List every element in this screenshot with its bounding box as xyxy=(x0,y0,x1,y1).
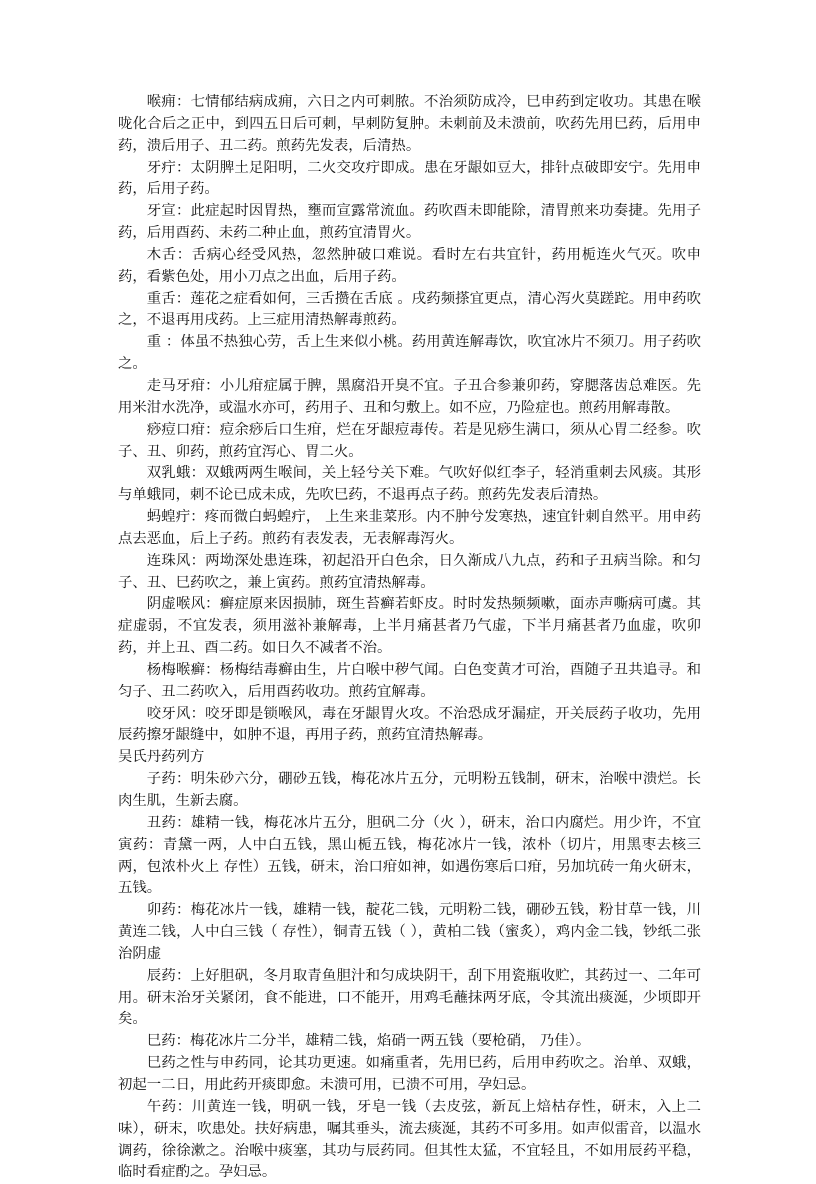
paragraph: 午药：川黄连一钱，明矾一钱，牙皂一钱（去皮弦，新瓦上焙枯存性，研末，入上二味），研末，吹患处。扶好病患，嘱其垂头，流去痰涎，其药不可多用。如声似雷音，以温水调药，徐徐漱之。治喉中痰塞，其功与辰药同。但其性太猛，不宜轻且，不如用辰药平稳，临时看症酌之。孕妇忌。 xyxy=(118,1098,701,1181)
paragraph: 子药：明朱砂六分，硼砂五钱，梅花冰片五分，元明粉五钱制，研末，治喉中溃烂。长肉生肌，生新去腐。 xyxy=(118,771,701,809)
paragraph: 木舌：舌病心经受风热，忽然肿破口难说。看时左右共宜针，药用栀连火气灭。吹申药，看紫色处，用小刀点之出血，后用子药。 xyxy=(118,246,701,285)
paragraph: 双乳蛾：双蛾两两生喉间，关上轻兮关下难。气吹好似红李子，轻消重刺去风痰。其形与单蛾同，刺不论已成未成，先吹巳药，不退再点子药。煎药先发表后清热。 xyxy=(118,465,701,504)
paragraph: 牙宣：此症起时因胃热，壅而宣露常流血。药吹酉未即能除，清胃煎来功奏捷。先用子药，后用酉药、未药二种止血，煎药宜清胃火。 xyxy=(118,203,701,242)
section-heading: 吴氏丹药列方 xyxy=(118,749,205,766)
paragraph: 重 ：体虽不热独心劳，舌上生来似小桃。药用黄连解毒饮，吹宜冰片不须刀。用子药吹之。 xyxy=(118,334,701,373)
paragraph: 杨梅喉癣：杨梅结毒癣由生，片白喉中秽气闻。白色变黄才可治，酉随子丑共追寻。和匀子、丑二药吹入，后用酉药收功。煎药宜解毒。 xyxy=(118,661,701,700)
paragraph: 蚂蝗疔：疼而微白蚂蝗疔， 上生来韭菜形。内不肿兮发寒热，速宜针刺自然平。用申药点去恶血，后上子药。煎药有表发表，无表解毒泻火。 xyxy=(118,509,701,547)
paragraph: 阴虚喉风：癣症原来因损肺，斑生苔癣若虾皮。时时发热频频嗽，面赤声嘶病可虞。其症虚弱，不宜发表，须用滋补兼解毒，上半月痛甚者乃气虚，下半月痛甚者乃血虚，吹卯药，并上丑、酉二药。如日久不减者不治。 xyxy=(118,596,701,657)
paragraph: 重舌：莲花之症看如何，三舌攒在舌底 。戌药频搽宜更点，清心泻火莫蹉跎。用申药吹之，不退再用戌药。上三症用清热解毒煎药。 xyxy=(118,290,701,329)
paragraph: 辰药：上好胆矾，冬月取青鱼胆汁和匀成块阴干，刮下用瓷瓶收贮，其药过一、二年可用。研末治牙关紧闭，食不能进，口不能开，用鸡毛蘸抹两牙底，令其流出痰涎，少顷即开矣。 xyxy=(118,967,701,1028)
paragraph: 走马牙疳：小儿疳症属于脾，黑腐沿开臭不宜。子丑合参兼卯药，穿腮落齿总难医。先用米泔水洗净，或温水亦可，药用子、丑和匀敷上。如不应，乃险症也。煎药用解毒散。 xyxy=(118,377,701,416)
paragraph: 卯药：梅花冰片一钱，雄精一钱，靛花二钱，元明粉二钱，硼砂五钱，粉甘草一钱，川黄连二钱，人中白三钱（ 存性），铜青五钱（ ），黄柏二钱（蜜炙），鸡内金二钱，钞纸二张 治阴虚 xyxy=(118,902,701,962)
prescription-section xyxy=(118,769,701,1184)
paragraph: 连珠风：两坳深处患连珠，初起沿开白色余，日久渐成八九点，药和子丑病当除。和匀子、丑、巳药吹之，兼上寅药。煎药宜清热解毒。 xyxy=(118,552,701,591)
paragraph: 巳药：梅花冰片二分半，雄精二钱，焰硝一两五钱（要枪硝， 乃佳）。 xyxy=(146,1033,591,1050)
document-page xyxy=(118,92,701,1184)
paragraph: 丑药：雄精一钱，梅花冰片五分，胆矾二分（火 ），研末，治口内腐烂。用少许，不宜寅药：青黛一两，人中白五钱，黑山栀五钱，梅花冰片一钱，浓朴（切片，用黑枣去核三两，包浓朴火上 存性）五钱，研末，治口疳如神，如遇伤寒后口疳，另加坑砖一角火研末，五钱。 xyxy=(118,814,701,897)
paragraph: 咬牙风：咬牙即是锁喉风，毒在牙龈胃火攻。不治恐成牙漏症，开关辰药子收功，先用辰药擦牙龈缝中，如肿不退，再用子药，煎药宜清热解毒。 xyxy=(118,705,701,744)
paragraph: 喉痈：七情郁结病成痈，六日之内可刺脓。不治须防成冷，巳申药到定收功。其患在喉咙化合后之正中，到四五日后可刺，早刺防复肿。未刺前及未溃前，吹药先用巳药，后用申药，溃后用子、丑二药。煎药先发表，后清热。 xyxy=(118,94,701,154)
symptom-section xyxy=(118,92,701,747)
paragraph: 巳药之性与申药同，论其功更速。如痛重者，先用巳药，后用申药吹之。治单、双蛾，初起一二日，用此药开痰即愈。未溃可用，已溃不可用，孕妇忌。 xyxy=(118,1055,701,1093)
paragraph: 牙疔：太阴脾土足阳明，二火交攻疔即成。患在牙龈如豆大，排针点破即安宁。先用申药，后用子药。 xyxy=(118,159,701,198)
paragraph: 痧痘口疳：痘余痧后口生疳，烂在牙龈痘毒传。若是见痧生满口，须从心胃二经参。吹子、丑、卯药，煎药宜泻心、胃二火。 xyxy=(118,421,701,460)
